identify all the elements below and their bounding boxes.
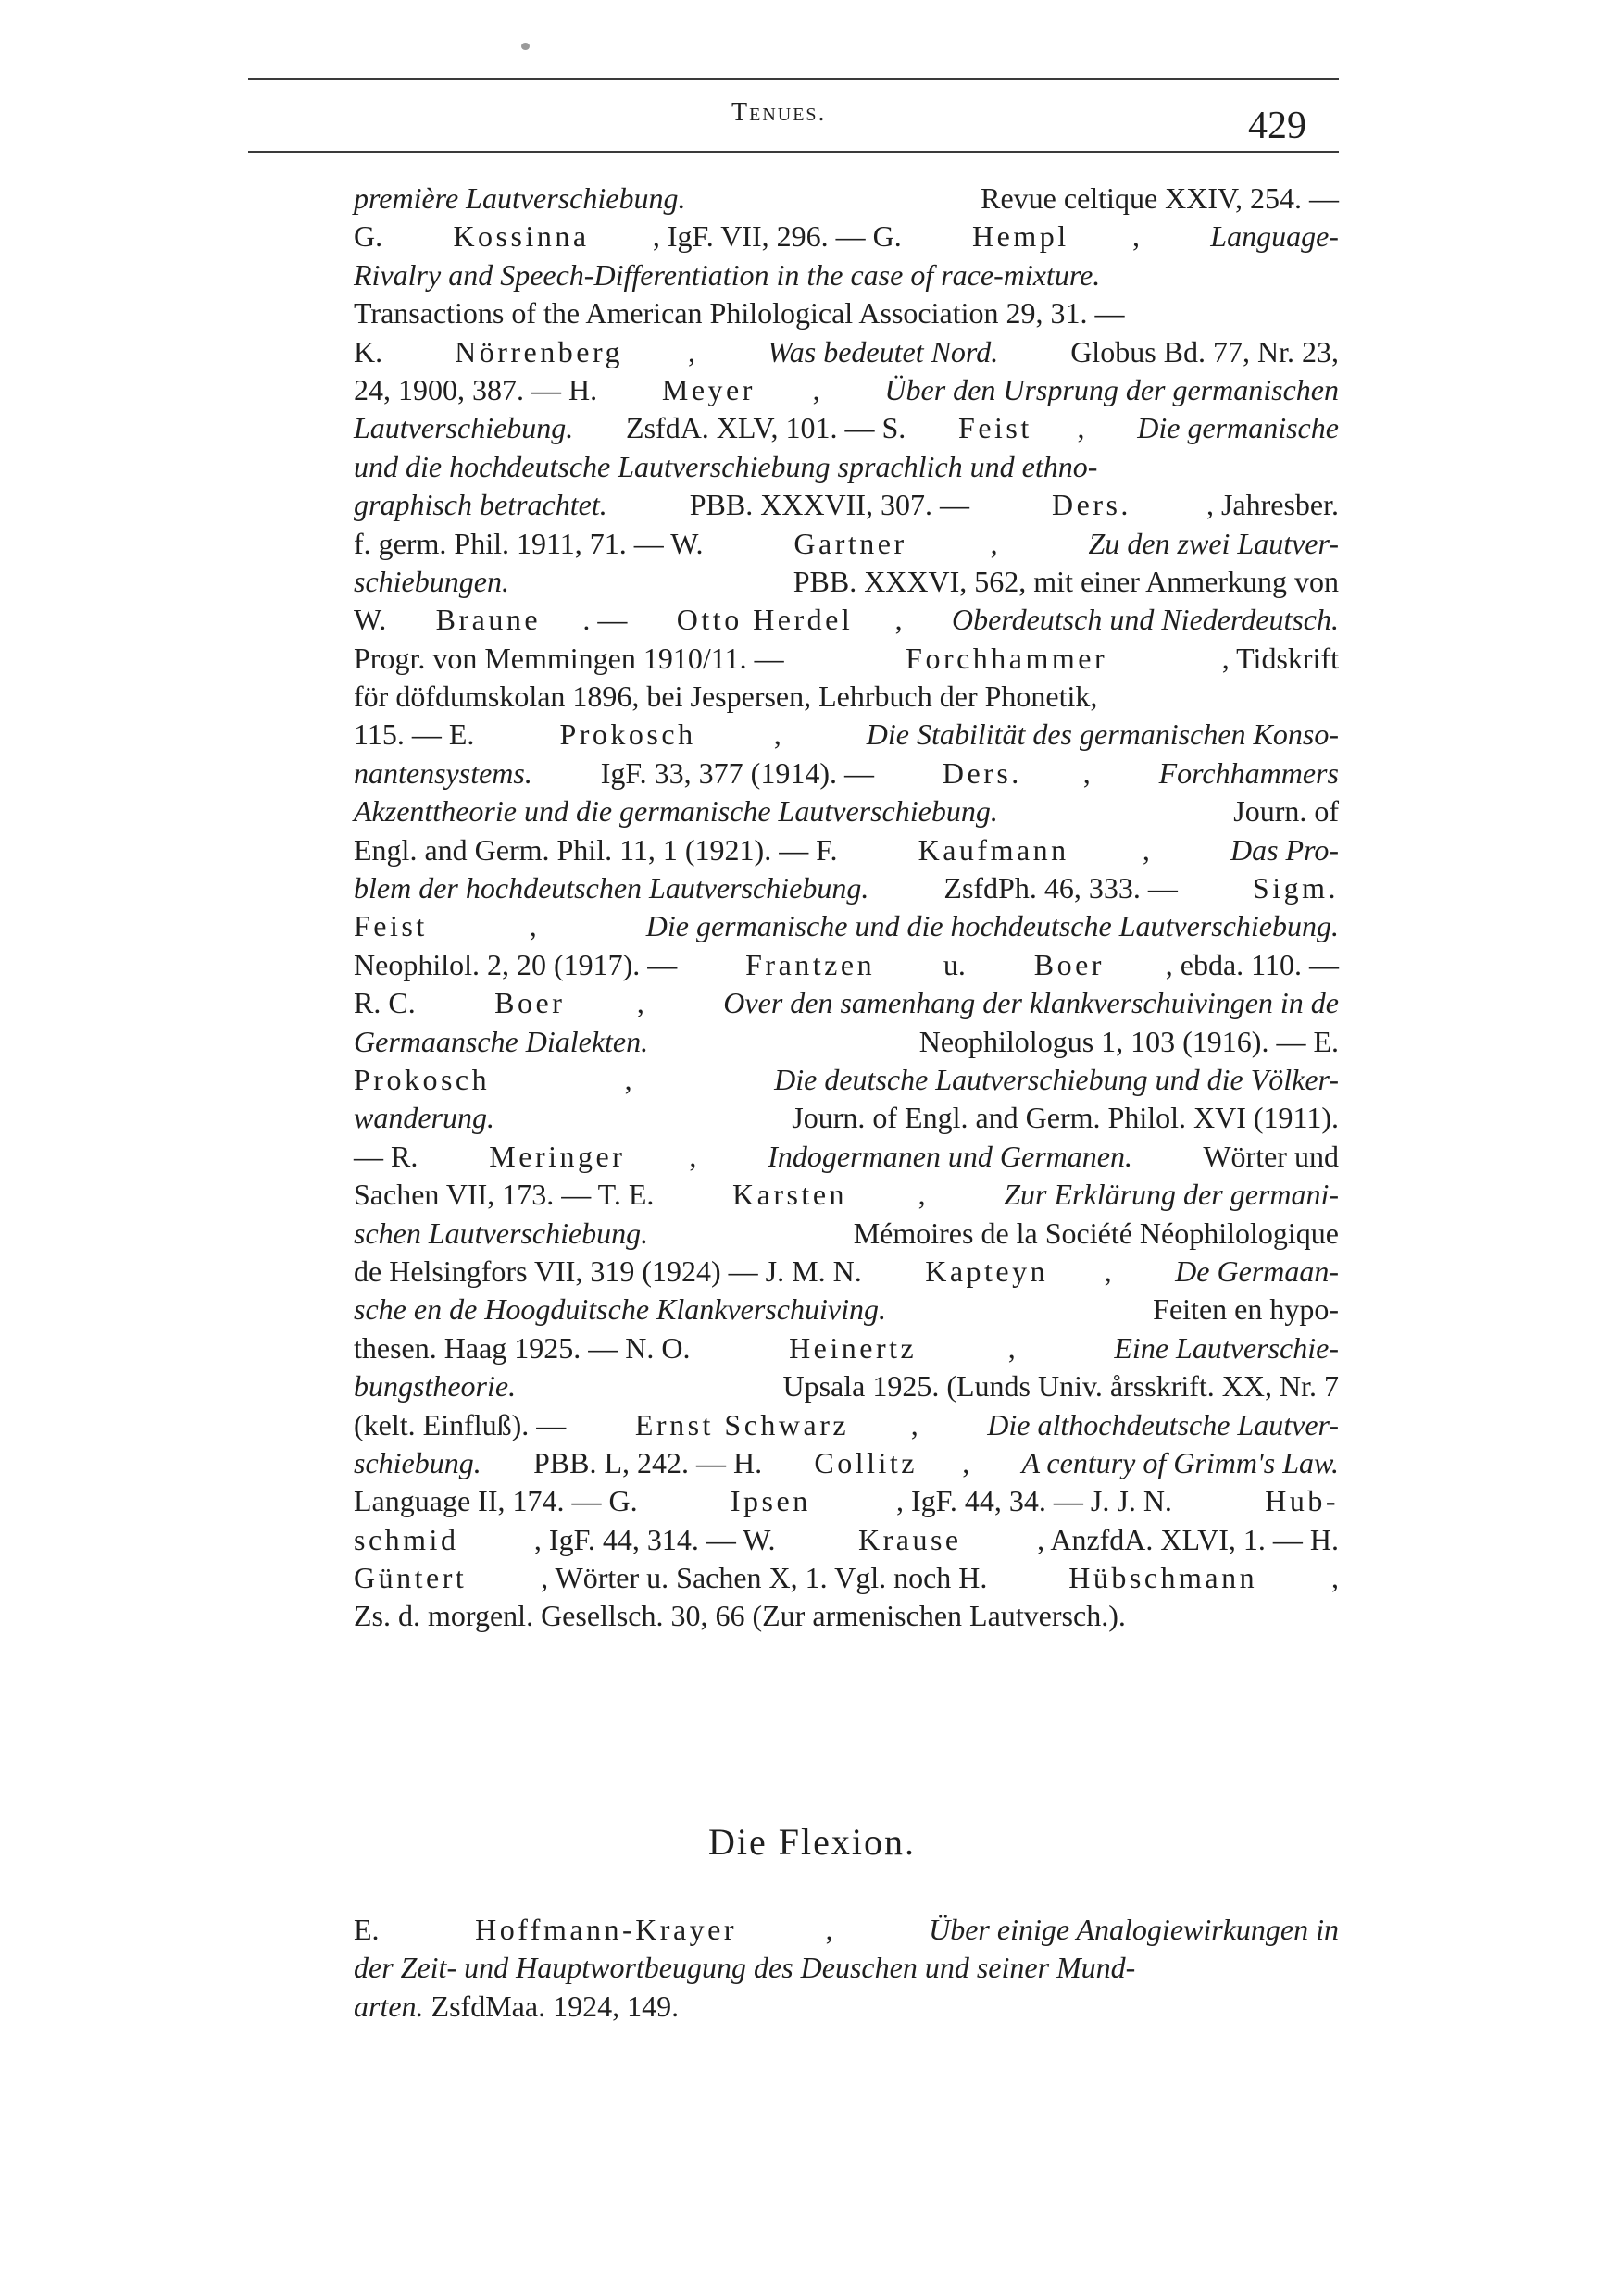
text-line xyxy=(354,907,1339,945)
text-run: Journ. of xyxy=(1226,794,1339,829)
italic-title: Über einige Analogiewirkungen in xyxy=(929,1913,1339,1946)
text-run: , xyxy=(1142,832,1157,867)
text-run: Upsala 1925. (Lunds Univ. årsskrift. XX, Nr. 7 xyxy=(775,1369,1339,1404)
italic-title: De Germaan- xyxy=(1175,1254,1339,1288)
text-run: , Tidskrift xyxy=(1221,641,1339,675)
italic-title: Die deutsche Lautverschiebung und die Völker- xyxy=(774,1062,1339,1096)
italic-title: Das Pro- xyxy=(1230,832,1339,867)
text-run: PBB. L, 242. — H. xyxy=(525,1445,770,1479)
italic-title: der Zeit- und Hauptwortbeugung des Deuschen und seiner Mund- xyxy=(354,1951,1136,1985)
text-run: Transactions of the American Philological Association 29, 31. — xyxy=(354,296,1125,331)
italic-title: nantensystems. xyxy=(354,755,532,790)
text-line xyxy=(354,256,1339,294)
text-line xyxy=(354,218,1339,256)
author-name: Gartner xyxy=(793,526,907,560)
italic-title: blem der hochdeutschen Lautverschiebung. xyxy=(354,871,869,905)
author-name: Krause xyxy=(857,1522,962,1556)
author-name: Ipsen xyxy=(730,1484,811,1518)
text-run: , Jahresber. xyxy=(1206,488,1339,522)
text-run: , xyxy=(1007,1330,1023,1365)
text-run: Journ. of Engl. and Germ. Philol. XVI (1911). xyxy=(784,1101,1339,1135)
text-line xyxy=(354,755,1339,792)
text-run: Progr. von Memmingen 1910/11. — xyxy=(354,641,792,675)
author-name: schmid xyxy=(354,1522,459,1556)
text-run: , xyxy=(1131,219,1147,254)
italic-title: Forchhammers xyxy=(1158,755,1339,790)
author-name: Boer xyxy=(494,986,566,1020)
text-run: , xyxy=(529,909,544,943)
text-run: Feiten en hypo- xyxy=(1145,1292,1339,1327)
text-line xyxy=(354,1911,1339,1949)
author-name: Kossinna xyxy=(453,219,590,254)
author-name: Heinertz xyxy=(789,1330,918,1365)
text-run: W. xyxy=(354,603,394,637)
text-line xyxy=(354,1023,1339,1061)
text-run: 24, 1900, 387. — H. xyxy=(354,372,606,406)
text-run: Zs. d. morgenl. Gesellsch. 30, 66 (Zur armenischen Lautversch.). xyxy=(354,1599,1126,1633)
italic-title: Zu den zwei Lautver- xyxy=(1088,526,1339,560)
text-line xyxy=(354,1176,1339,1214)
author-name: Nörrenberg xyxy=(455,334,624,368)
text-line xyxy=(354,371,1339,409)
text-line xyxy=(354,333,1339,371)
text-run: , xyxy=(1330,1561,1339,1595)
header-rule-bottom xyxy=(248,151,1339,153)
text-run: , IgF. 44, 34. — J. J. N. xyxy=(896,1484,1180,1518)
text-run: , xyxy=(689,1139,705,1173)
text-run: u. xyxy=(935,947,973,981)
text-run: ZsfdPh. 46, 333. — xyxy=(936,871,1185,905)
italic-title: Oberdeutsch und Niederdeutsch. xyxy=(952,603,1339,637)
text-run: , AnzfdA. XLVI, 1. — H. xyxy=(1037,1522,1339,1556)
author-name: Frantzen xyxy=(745,947,876,981)
text-run: , xyxy=(1082,755,1098,790)
author-name: Ernst Schwarz xyxy=(634,1407,850,1441)
italic-title: A century of Grimm's Law. xyxy=(1021,1445,1339,1479)
text-run: IgF. 33, 377 (1914). — xyxy=(593,755,881,790)
italic-title: Was bedeutet Nord. xyxy=(768,334,999,368)
author-name: Collitz xyxy=(814,1445,918,1479)
italic-title: Over den samenhang der klankverschuivingen in de xyxy=(723,986,1339,1020)
text-run: Globus Bd. 77, Nr. 23, xyxy=(1063,334,1339,368)
text-run: PBB. XXXVI, 562, mit einer Anmerkung von xyxy=(785,564,1339,598)
italic-title: und die hochdeutsche Lautverschiebung sprachlich und ethno- xyxy=(354,449,1098,483)
bibliography-block xyxy=(354,180,1339,1636)
author-name: Meringer xyxy=(489,1139,626,1173)
text-line xyxy=(354,409,1339,447)
italic-title: arten. xyxy=(354,1989,424,2023)
text-run: thesen. Haag 1925. — N. O. xyxy=(354,1330,698,1365)
text-run: Mémoires de la Société Néophilologique xyxy=(845,1216,1339,1250)
text-line xyxy=(354,525,1339,563)
text-line xyxy=(354,984,1339,1022)
text-run: K. xyxy=(354,334,391,368)
page-number: 429 xyxy=(1248,105,1306,147)
text-run: Revue celtique XXIV, 254. — xyxy=(973,181,1339,215)
text-line xyxy=(354,563,1339,601)
text-line xyxy=(354,1482,1339,1520)
author-name: Sigm. xyxy=(1252,871,1339,905)
italic-title: sche en de Hoogduitsche Klankverschuiving. xyxy=(354,1292,886,1327)
text-line xyxy=(354,640,1339,678)
author-name: Braune xyxy=(435,603,542,637)
text-line xyxy=(354,1949,1339,1987)
section-heading: Die Flexion. xyxy=(708,1821,916,1863)
author-name: Güntert xyxy=(354,1561,468,1595)
italic-title: Eine Lautverschie- xyxy=(1114,1330,1339,1365)
text-line xyxy=(354,1444,1339,1482)
author-name: Boer xyxy=(1033,947,1105,981)
text-run: , xyxy=(624,1062,640,1096)
text-line xyxy=(354,946,1339,984)
italic-title: schen Lautverschiebung. xyxy=(354,1216,649,1250)
text-line xyxy=(354,180,1339,218)
text-line xyxy=(354,601,1339,639)
text-run: Neophilologus 1, 103 (1916). — E. xyxy=(911,1024,1339,1058)
author-name: Prokosch xyxy=(354,1062,491,1096)
italic-title: première Lautverschiebung. xyxy=(354,181,686,215)
text-line xyxy=(354,678,1339,716)
author-name: Prokosch xyxy=(559,718,696,752)
text-line xyxy=(354,1559,1339,1597)
text-run: , xyxy=(1077,411,1093,445)
text-run: , xyxy=(894,603,910,637)
text-run: Wörter und xyxy=(1195,1139,1339,1173)
text-run: ZsfdMaa. 1924, 149. xyxy=(423,1989,680,2023)
text-run: , xyxy=(918,1178,933,1212)
text-run: , xyxy=(825,1913,841,1946)
text-line xyxy=(354,831,1339,869)
author-name: Ders. xyxy=(942,755,1022,790)
text-line xyxy=(354,1988,1339,2026)
italic-title: wanderung. xyxy=(354,1101,494,1135)
text-line xyxy=(354,1329,1339,1367)
italic-title: graphisch betrachtet. xyxy=(354,488,607,522)
ink-speck xyxy=(521,43,530,50)
text-run: Sachen VII, 173. — T. E. xyxy=(354,1178,662,1212)
author-name: Ders. xyxy=(1052,488,1131,522)
text-run: G. xyxy=(354,219,391,254)
text-run: , xyxy=(636,986,652,1020)
text-run: f. germ. Phil. 1911, 71. — W. xyxy=(354,526,711,560)
italic-title: Akzenttheorie und die germanische Lautverschiebung. xyxy=(354,794,998,829)
text-line xyxy=(354,1099,1339,1137)
italic-title: Lautverschiebung. xyxy=(354,411,574,445)
text-run: , xyxy=(910,1407,926,1441)
italic-title: Die germanische und die hochdeutsche Lautverschiebung. xyxy=(645,909,1339,943)
text-run: , xyxy=(962,1445,978,1479)
author-name: Meyer xyxy=(661,372,756,406)
author-name: Feist xyxy=(354,909,428,943)
text-run: , xyxy=(990,526,1006,560)
text-line xyxy=(354,792,1339,830)
text-line xyxy=(354,1597,1339,1635)
running-head: Tenues. xyxy=(731,98,827,127)
text-run: , IgF. VII, 296. — G. xyxy=(652,219,909,254)
text-run: R. C. xyxy=(354,986,423,1020)
text-run: ZsfdA. XLV, 101. — S. xyxy=(618,411,914,445)
text-run: , xyxy=(812,372,828,406)
author-name: Kapteyn xyxy=(925,1254,1049,1288)
text-line xyxy=(354,1521,1339,1559)
text-run: för döfdumskolan 1896, bei Jespersen, Lehrbuch der Phonetik, xyxy=(354,680,1098,714)
author-name: Otto Herdel xyxy=(676,603,854,637)
text-line xyxy=(354,448,1339,486)
text-line xyxy=(354,1367,1339,1405)
text-run: , xyxy=(1104,1254,1119,1288)
section-block xyxy=(354,1911,1339,2026)
italic-title: Rivalry and Speech-Differentiation in the case of race-mixture. xyxy=(354,257,1101,292)
author-name: Forchhammer xyxy=(906,641,1108,675)
text-run: Neophilol. 2, 20 (1917). — xyxy=(354,947,685,981)
italic-title: Die Stabilität des germanischen Konso- xyxy=(866,718,1339,752)
text-line xyxy=(354,1138,1339,1176)
italic-title: Über den Ursprung der germanischen xyxy=(884,372,1339,406)
italic-title: Die germanische xyxy=(1137,411,1339,445)
italic-title: schiebungen. xyxy=(354,564,509,598)
text-run: E. xyxy=(354,1913,387,1946)
italic-title: Indogermanen und Germanen. xyxy=(768,1139,1132,1173)
italic-title: Die althochdeutsche Lautver- xyxy=(987,1407,1339,1441)
author-name: Hempl xyxy=(972,219,1069,254)
text-run: de Helsingfors VII, 319 (1924) — J. M. N. xyxy=(354,1254,869,1288)
text-line xyxy=(354,1215,1339,1253)
text-run: , xyxy=(773,718,789,752)
text-line xyxy=(354,1253,1339,1291)
text-run: — R. xyxy=(354,1139,426,1173)
text-run: , xyxy=(688,334,704,368)
text-line xyxy=(354,1291,1339,1329)
text-run: , ebda. 110. — xyxy=(1165,947,1339,981)
text-run: Engl. and Germ. Phil. 11, 1 (1921). — F. xyxy=(354,832,845,867)
author-name: Hub- xyxy=(1265,1484,1339,1518)
text-run: . — xyxy=(582,603,635,637)
text-line xyxy=(354,486,1339,524)
text-line xyxy=(354,716,1339,754)
author-name: Hoffmann-Krayer xyxy=(475,1913,738,1946)
author-name: Karsten xyxy=(732,1178,848,1212)
text-line xyxy=(354,1061,1339,1099)
italic-title: bungstheorie. xyxy=(354,1369,517,1404)
author-name: Feist xyxy=(958,411,1032,445)
italic-title: Zur Erklärung der germani- xyxy=(1004,1178,1339,1212)
text-line xyxy=(354,869,1339,907)
text-run: , Wörter u. Sachen X, 1. Vgl. noch H. xyxy=(541,1561,995,1595)
text-run: (kelt. Einfluß). — xyxy=(354,1407,574,1441)
text-run: Language II, 174. — G. xyxy=(354,1484,645,1518)
header-rule-top xyxy=(248,78,1339,80)
italic-title: Germaansche Dialekten. xyxy=(354,1024,649,1058)
text-line xyxy=(354,1406,1339,1444)
text-line xyxy=(354,294,1339,332)
italic-title: Language- xyxy=(1210,219,1339,254)
text-run: PBB. XXXVII, 307. — xyxy=(681,488,977,522)
author-name: Hübschmann xyxy=(1068,1561,1258,1595)
text-run: , IgF. 44, 314. — W. xyxy=(533,1522,783,1556)
italic-title: schiebung. xyxy=(354,1445,481,1479)
author-name: Kaufmann xyxy=(918,832,1069,867)
text-run: 115. — E. xyxy=(354,718,482,752)
